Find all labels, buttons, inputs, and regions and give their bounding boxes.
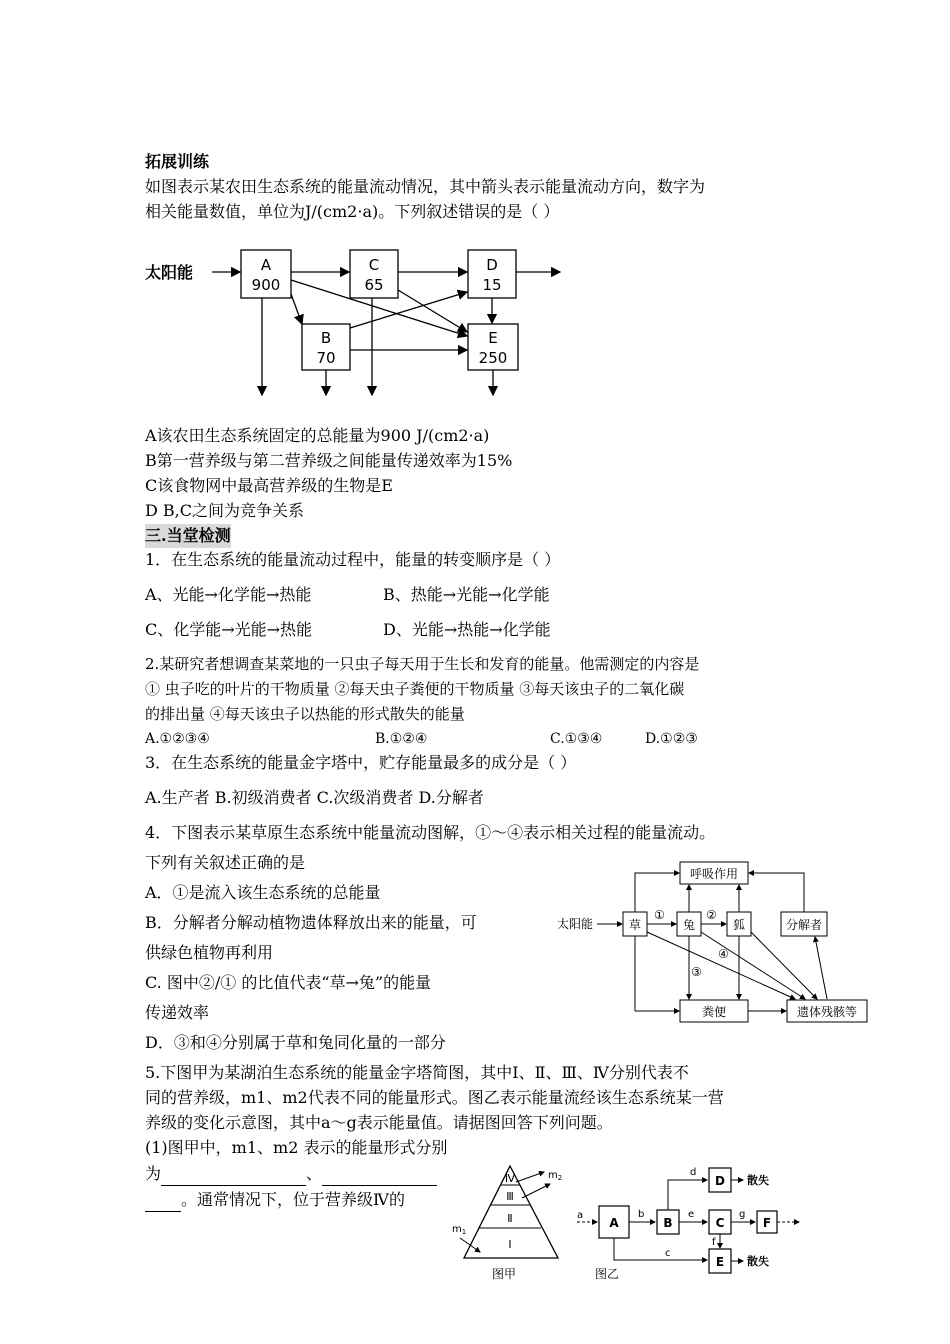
q3-options: A.生产者 B.初级消费者 C.次级消费者 D.分解者 bbox=[145, 788, 484, 807]
q4-option-b-cont: 供绿色植物再利用 bbox=[145, 943, 274, 962]
svg-text:250: 250 bbox=[478, 349, 508, 367]
sun-label: 太阳能 bbox=[145, 263, 194, 282]
question-5: 养级的变化示意图，其中a～g表示能量值。请据图回答下列问题。 bbox=[145, 1113, 613, 1132]
question-2: ① 虫子吃的叶片的干物质量 ②每天虫子粪便的干物质量 ③每天该虫子的二氧化碳 bbox=[145, 680, 685, 698]
option-d: D B,C之间为竞争关系 bbox=[145, 501, 305, 520]
question-2: 2.某研究者想调查某菜地的一只虫子每天用于生长和发育的能量。他需测定的内容是 bbox=[145, 655, 700, 673]
question-text: 如图表示某农田生态系统的能量流动情况，其中箭头表示能量流动方向，数字为 bbox=[145, 177, 706, 196]
svg-text:草: 草 bbox=[628, 918, 642, 932]
option-b: B第一营养级与第二营养级之间能量传递效率为15% bbox=[145, 451, 513, 470]
svg-text:d: d bbox=[690, 1167, 697, 1178]
svg-text:②: ② bbox=[706, 908, 717, 922]
svg-text:E: E bbox=[715, 1255, 725, 1269]
svg-text:A: A bbox=[260, 256, 272, 274]
q5-sub1: (1)图甲中，m1、m2 表示的能量形式分别 bbox=[145, 1138, 448, 1157]
svg-text:狐: 狐 bbox=[732, 918, 746, 932]
svg-text:F: F bbox=[762, 1216, 772, 1230]
svg-text:兔: 兔 bbox=[682, 918, 696, 932]
q5-sub3: 。通常情况下，位于营养级Ⅳ的 bbox=[145, 1188, 405, 1212]
level-iv: Ⅳ bbox=[504, 1172, 516, 1185]
svg-text:③: ③ bbox=[691, 965, 702, 979]
level-ii: Ⅱ bbox=[507, 1212, 513, 1225]
section-heading-extension: 拓展训练 bbox=[145, 152, 210, 171]
svg-text:E: E bbox=[488, 329, 498, 347]
question-2: 的排出量 ④每天该虫子以热能的形式散失的能量 bbox=[145, 705, 465, 723]
svg-text:15: 15 bbox=[482, 276, 502, 294]
svg-text:b: b bbox=[638, 1209, 645, 1220]
svg-text:太阳能: 太阳能 bbox=[557, 917, 594, 931]
svg-text:遗体残骸等: 遗体残骸等 bbox=[796, 1005, 858, 1019]
svg-text:呼吸作用: 呼吸作用 bbox=[689, 867, 739, 881]
q4-option-c-cont: 传递效率 bbox=[145, 1003, 210, 1022]
svg-text:f: f bbox=[712, 1237, 716, 1248]
svg-text:C: C bbox=[715, 1216, 725, 1230]
answer-blank[interactable] bbox=[322, 1167, 437, 1186]
question-4: 4．下图表示某草原生态系统中能量流动图解，①～④表示相关过程的能量流动。 bbox=[145, 823, 716, 842]
m2-label: $m_2$ bbox=[548, 1170, 563, 1182]
svg-text:a: a bbox=[577, 1210, 584, 1221]
svg-text:散失: 散失 bbox=[747, 1255, 769, 1268]
svg-text:c: c bbox=[665, 1248, 671, 1259]
question-text: 相关能量数值，单位为J/(cm2·a)。下列叙述错误的是（ ） bbox=[145, 202, 560, 221]
svg-text:B: B bbox=[320, 329, 332, 347]
svg-text:g: g bbox=[739, 1209, 746, 1220]
q2-option-b: B.①②④ bbox=[375, 731, 428, 747]
svg-text:④: ④ bbox=[718, 947, 729, 961]
svg-text:散失: 散失 bbox=[747, 1174, 769, 1187]
q4-option-b: B．分解者分解动植物遗体释放出来的能量，可 bbox=[145, 913, 477, 932]
answer-blank[interactable] bbox=[161, 1167, 306, 1186]
q1-option-d: D、光能→热能→化学能 bbox=[383, 620, 551, 639]
svg-text:D: D bbox=[715, 1174, 725, 1188]
svg-text:D: D bbox=[486, 256, 498, 274]
question-5: 5.下图甲为某湖泊生态系统的能量金字塔简图，其中Ⅰ、Ⅱ、Ⅲ、Ⅳ分别代表不 bbox=[145, 1063, 689, 1082]
svg-text:①: ① bbox=[654, 908, 665, 922]
caption-yi: 图乙 bbox=[594, 1267, 620, 1281]
figure-jia-pyramid bbox=[452, 1160, 582, 1285]
question-5: 同的营养级，m1、m2代表不同的能量形式。图乙表示能量流经该生态系统某一营 bbox=[145, 1088, 724, 1107]
level-i: Ⅰ bbox=[508, 1238, 512, 1251]
m1-label: $m_1$ bbox=[452, 1224, 467, 1236]
option-c: C该食物网中最高营养级的生物是E bbox=[145, 476, 393, 495]
q4-option-a: A．①是流入该生态系统的总能量 bbox=[145, 883, 381, 902]
q5-sub2: 为 、 bbox=[145, 1162, 437, 1186]
q2-option-c: C.①③④ bbox=[550, 731, 603, 747]
q1-option-b: B、热能→光能→化学能 bbox=[383, 585, 550, 604]
svg-text:B: B bbox=[663, 1216, 673, 1230]
caption-jia: 图甲 bbox=[491, 1267, 517, 1281]
q1-option-a: A、光能→化学能→热能 bbox=[145, 585, 312, 604]
option-a: A该农田生态系统固定的总能量为900 J/(cm2·a) bbox=[145, 426, 490, 445]
q4-option-d: D．③和④分别属于草和兔同化量的一部分 bbox=[145, 1033, 446, 1052]
svg-text:e: e bbox=[688, 1209, 695, 1220]
question-4: 下列有关叙述正确的是 bbox=[145, 853, 306, 872]
question-3: 3．在生态系统的能量金字塔中，贮存能量最多的成分是（ ） bbox=[145, 753, 577, 772]
svg-text:粪便: 粪便 bbox=[701, 1005, 727, 1019]
q2-option-a: A.①②③④ bbox=[145, 731, 210, 747]
q2-option-d: D.①②③ bbox=[645, 731, 698, 747]
figure-yi-flow bbox=[575, 1160, 805, 1285]
section-heading-check: 三.当堂检测 bbox=[145, 524, 231, 548]
question-1: 1．在生态系统的能量流动过程中，能量的转变顺序是（ ） bbox=[145, 550, 561, 569]
energy-flow-diagram bbox=[140, 240, 590, 400]
svg-text:分解者: 分解者 bbox=[785, 918, 823, 932]
svg-text:900: 900 bbox=[251, 276, 281, 294]
svg-text:C: C bbox=[368, 256, 380, 274]
svg-text:A: A bbox=[609, 1216, 619, 1230]
level-iii: Ⅲ bbox=[506, 1190, 514, 1203]
q4-option-c: C. 图中②/① 的比值代表“草→兔”的能量 bbox=[145, 973, 432, 992]
answer-blank[interactable] bbox=[145, 1193, 181, 1212]
svg-text:65: 65 bbox=[364, 276, 384, 294]
q1-option-c: C、化学能→光能→热能 bbox=[145, 620, 313, 639]
svg-text:70: 70 bbox=[316, 349, 336, 367]
grassland-energy-diagram bbox=[555, 858, 875, 1028]
